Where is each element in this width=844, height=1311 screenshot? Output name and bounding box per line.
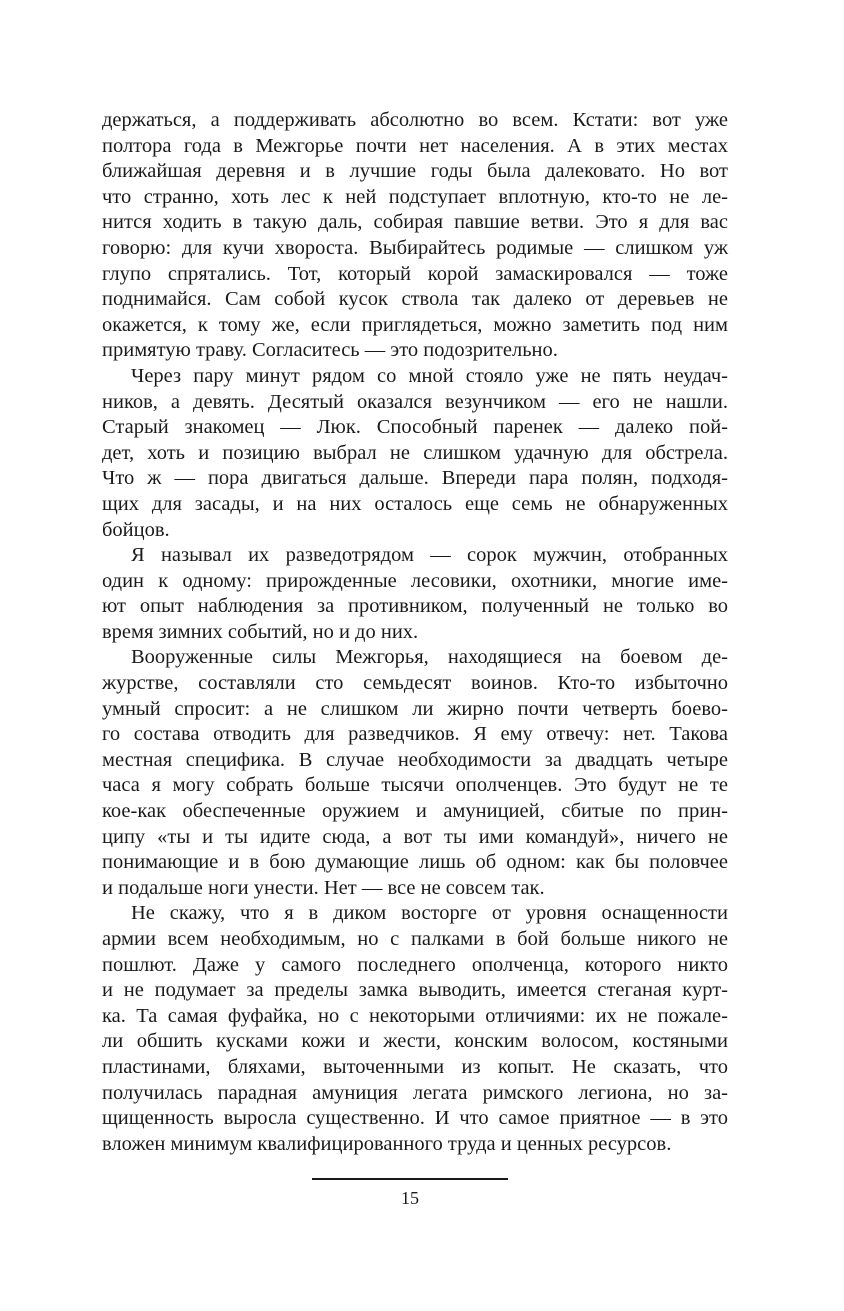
text-line: и подальше ноги унести. Нет — все не совсем так. <box>102 876 545 899</box>
text-line: нится ходить в такую даль, собирая павшие ветви. Это я для вас <box>102 211 728 234</box>
text-line: Я называл их разведотрядом — сорок мужчин, отобранных <box>131 544 728 567</box>
text-line: пошлют. Даже у самого последнего ополченца, которого никто <box>102 953 728 976</box>
text-line: ют опыт наблюдения за противником, полученный не только во <box>102 595 728 618</box>
text-line: держаться, а поддерживать абсолютно во всем. Кстати: вот уже <box>102 109 728 131</box>
paragraph <box>102 364 728 543</box>
text-line: го состава отводить для разведчиков. Я ему отвечу: нет. Такова <box>102 723 728 746</box>
text-line: дет, хоть и позицию выбрал не слишком удачную для обстрела. <box>102 441 728 464</box>
text-line: часа я могу собрать больше тысячи ополченцев. Это будут не те <box>102 774 728 797</box>
text-line: щищенность выросла существенно. И что самое приятное — в это <box>102 1107 728 1130</box>
text-line: щих для засады, и на них осталось еще семь не обнаруженных <box>102 492 728 515</box>
paragraph <box>102 645 728 901</box>
text-line: глупо спрятались. Тот, который корой замаскировался — тоже <box>102 262 728 285</box>
text-line: время зимних событий, но и до них. <box>102 620 419 643</box>
text-line: ципу «ты и ты идите сюда, а вот ты ими командуй», ничего не <box>102 825 728 848</box>
paragraph <box>102 543 728 645</box>
text-line: поднимайся. Сам собой кусок ствола так далеко от деревьев не <box>102 288 728 311</box>
book-page-text <box>102 108 728 1157</box>
text-line: бойцов. <box>102 518 170 541</box>
text-line: местная специфика. В случае необходимости за двадцать четыре <box>102 748 728 771</box>
text-line: Через пару минут рядом со мной стояло уже не пять неудач- <box>131 364 728 387</box>
text-line: один к одному: прирожденные лесовики, охотники, многие име- <box>102 569 728 592</box>
text-line: примятую траву. Согласитесь — это подозрительно. <box>102 339 558 362</box>
text-line: пластинами, бляхами, выточенными из копыт. Не сказать, что <box>102 1055 728 1078</box>
paragraph <box>102 901 728 1157</box>
text-line: вложен минимум квалифицированного труда и ценных ресурсов. <box>102 1132 672 1155</box>
text-line: понимающие и в бою думающие лишь об одном: как бы половчее <box>102 851 728 874</box>
text-line: Старый знакомец — Люк. Способный паренек — далеко пой- <box>102 416 728 439</box>
text-line: ближайшая деревня и в лучшие годы была далековато. Но вот <box>102 160 728 183</box>
text-line: журстве, составляли сто семьдесят воинов. Кто-то избыточно <box>102 672 728 695</box>
text-line: ка. Та самая фуфайка, но с некоторыми отличиями: их не пожале- <box>102 1004 728 1027</box>
text-line: полтора года в Межгорье почти нет населения. А в этих местах <box>102 134 728 157</box>
text-line: и не подумает за пределы замка выводить, имеется стеганая курт- <box>102 979 728 1002</box>
text-line: Не скажу, что я в диком восторге от уровня оснащенности <box>131 902 728 925</box>
page-number: 15 <box>401 1188 419 1208</box>
text-line: окажется, к тому же, если приглядеться, можно заметить под ним <box>102 313 728 336</box>
text-line: говорю: для кучи хвороста. Выбирайтесь родимые — слишком уж <box>102 236 728 259</box>
text-line: Что ж — пора двигаться дальше. Впереди пара полян, подходя- <box>102 467 728 490</box>
paragraph <box>102 108 728 364</box>
text-line: что странно, хоть лес к ней подступает вплотную, кто-то не ле- <box>102 185 728 208</box>
text-line: кое-как обеспеченные оружием и амуницией, сбитые по прин- <box>102 800 728 823</box>
text-line: армии всем необходимым, но с палками в бой больше никого не <box>102 928 728 950</box>
text-line: Вооруженные силы Межгорья, находящиеся на боевом де- <box>131 646 728 669</box>
footer-rule <box>312 1178 508 1180</box>
text-line: получилась парадная амуниция легата римского легиона, но за- <box>102 1081 728 1104</box>
text-line: ников, а девять. Десятый оказался везунчиком — его не нашли. <box>102 390 728 413</box>
text-line: ли обшить кусками кожи и жести, конским волосом, костяными <box>102 1030 728 1053</box>
text-line: умный спросит: а не слишком ли жирно почти четверть боево- <box>102 697 728 720</box>
